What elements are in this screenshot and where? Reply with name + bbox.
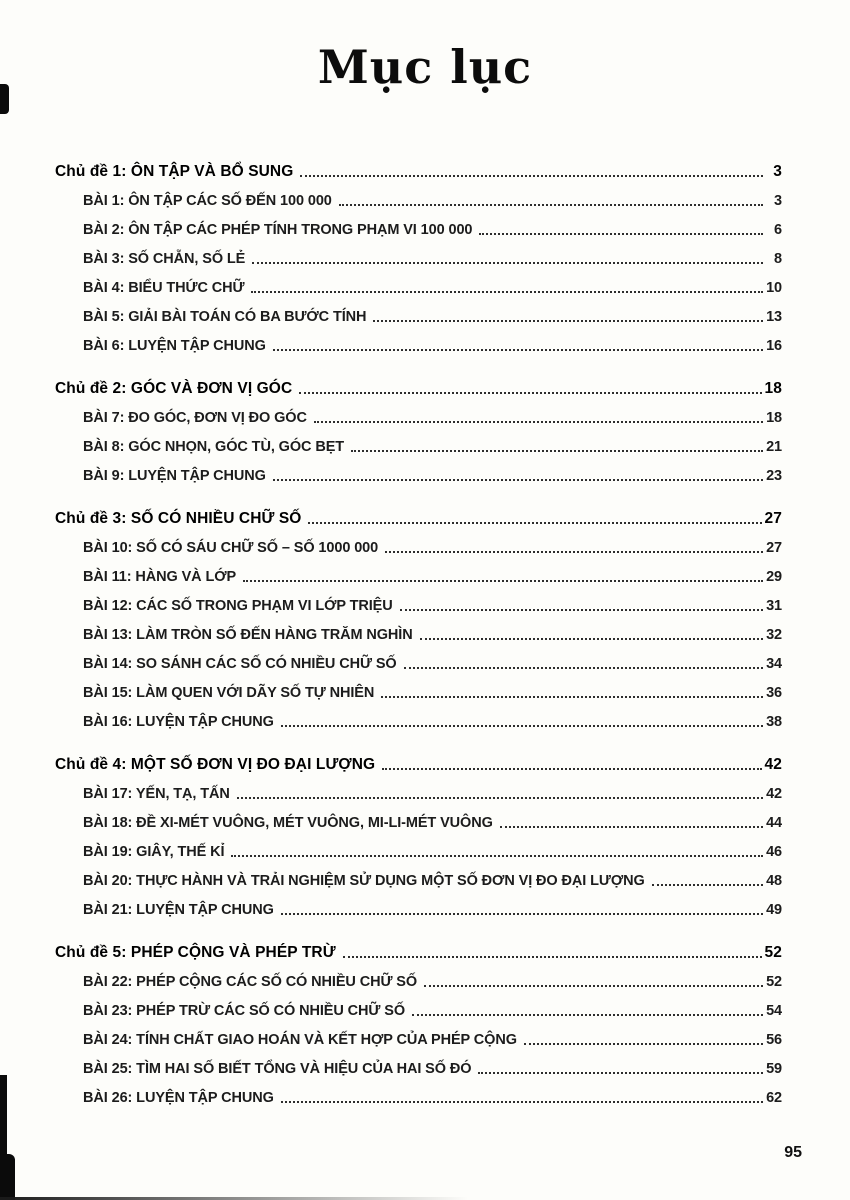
entry-page-number: 23 [766, 468, 782, 485]
dot-leader [424, 985, 763, 987]
dot-leader [343, 956, 762, 958]
lesson-title: BÀI 9: LUYỆN TẬP CHUNG [83, 468, 266, 485]
lesson-row [55, 991, 782, 1020]
dot-leader [281, 725, 763, 727]
entry-page-number: 49 [766, 902, 782, 919]
dot-leader [308, 522, 761, 524]
dot-leader [400, 609, 763, 611]
entry-page-number: 42 [766, 786, 782, 803]
lesson-row [55, 297, 782, 326]
dot-leader [273, 479, 763, 481]
chapter-row [55, 369, 782, 398]
lesson-title: BÀI 11: HÀNG VÀ LỚP [83, 569, 237, 586]
lesson-row [55, 1078, 782, 1107]
dot-leader [314, 421, 763, 423]
entry-page-number: 34 [766, 656, 782, 673]
lesson-row [55, 239, 782, 268]
entry-page-number: 18 [764, 380, 782, 398]
entry-page-number: 62 [766, 1090, 782, 1107]
entry-page-number: 27 [766, 540, 782, 557]
chapter-title: Chủ đề 1: ÔN TẬP VÀ BỔ SUNG [55, 163, 294, 181]
lesson-title: BÀI 17: YẾN, TẠ, TẤN [83, 786, 230, 803]
lesson-title: BÀI 15: LÀM QUEN VỚI DÃY SỐ TỰ NHIÊN [83, 685, 375, 702]
lesson-row [55, 586, 782, 615]
dot-leader [252, 262, 763, 264]
lesson-title: BÀI 1: ÔN TẬP CÁC SỐ ĐẾN 100 000 [83, 193, 332, 210]
dot-leader [382, 768, 761, 770]
dot-leader [404, 667, 763, 669]
lesson-row [55, 962, 782, 991]
page-title: Mục lục [317, 40, 533, 94]
lesson-title: BÀI 8: GÓC NHỌN, GÓC TÙ, GÓC BẸT [83, 439, 345, 456]
lesson-title: BÀI 19: GIÂY, THẾ KỈ [83, 844, 225, 861]
lesson-row [55, 427, 782, 456]
lesson-title: BÀI 14: SO SÁNH CÁC SỐ CÓ NHIỀU CHỮ SỐ [83, 656, 397, 673]
lesson-title: BÀI 20: THỰC HÀNH VÀ TRẢI NGHIỆM SỬ DỤNG MỘT SỐ ĐƠN VỊ ĐO ĐẠI LƯỢNG [83, 873, 645, 890]
entry-page-number: 44 [766, 815, 782, 832]
toc-section [55, 152, 782, 355]
dot-leader [299, 392, 761, 394]
toc-section [55, 369, 782, 485]
lesson-row [55, 181, 782, 210]
dot-leader [339, 204, 763, 206]
chapter-row [55, 499, 782, 528]
lesson-title: BÀI 2: ÔN TẬP CÁC PHÉP TÍNH TRONG PHẠM VI 100 000 [83, 222, 473, 239]
dot-leader [351, 450, 763, 452]
lesson-title: BÀI 26: LUYỆN TẬP CHUNG [83, 1090, 274, 1107]
entry-page-number: 3 [773, 163, 782, 181]
lesson-row [55, 528, 782, 557]
entry-page-number: 18 [766, 410, 782, 427]
dot-leader [243, 580, 763, 582]
dot-leader [381, 696, 763, 698]
entry-page-number: 52 [764, 944, 782, 962]
entry-page-number: 10 [766, 280, 782, 297]
entry-page-number: 42 [764, 756, 782, 774]
dot-leader [373, 320, 763, 322]
dot-leader [237, 797, 763, 799]
chapter-row [55, 933, 782, 962]
lesson-title: BÀI 25: TÌM HAI SỐ BIẾT TỔNG VÀ HIỆU CỦA HAI SỐ ĐÓ [83, 1061, 472, 1078]
entry-page-number: 29 [766, 569, 782, 586]
entry-page-number: 38 [766, 714, 782, 731]
lesson-row [55, 557, 782, 586]
dot-leader [524, 1043, 763, 1045]
lesson-title: BÀI 6: LUYỆN TẬP CHUNG [83, 338, 266, 355]
entry-page-number: 36 [766, 685, 782, 702]
lesson-title: BÀI 4: BIỂU THỨC CHỮ [83, 280, 245, 297]
chapter-title: Chủ đề 3: SỐ CÓ NHIỀU CHỮ SỐ [55, 510, 302, 528]
dot-leader [281, 1101, 763, 1103]
dot-leader [479, 233, 763, 235]
lesson-title: BÀI 16: LUYỆN TẬP CHUNG [83, 714, 274, 731]
entry-page-number: 6 [774, 222, 782, 239]
dot-leader [652, 884, 763, 886]
entry-page-number: 32 [766, 627, 782, 644]
lesson-title: BÀI 24: TÍNH CHẤT GIAO HOÁN VÀ KẾT HỢP CỦA PHÉP CỘNG [83, 1032, 517, 1049]
scan-artifact-bottom-corner [0, 1154, 15, 1200]
folio-page-number: 95 [784, 1144, 802, 1161]
lesson-row [55, 210, 782, 239]
lesson-row [55, 268, 782, 297]
chapter-row [55, 745, 782, 774]
lesson-title: BÀI 21: LUYỆN TẬP CHUNG [83, 902, 274, 919]
entry-page-number: 54 [766, 1003, 782, 1020]
chapter-title: Chủ đề 4: MỘT SỐ ĐƠN VỊ ĐO ĐẠI LƯỢNG [55, 756, 376, 774]
lesson-row [55, 803, 782, 832]
lesson-row [55, 673, 782, 702]
dot-leader [281, 913, 763, 915]
entry-page-number: 21 [766, 439, 782, 456]
dot-leader [478, 1072, 763, 1074]
lesson-title: BÀI 12: CÁC SỐ TRONG PHẠM VI LỚP TRIỆU [83, 598, 393, 615]
lesson-row [55, 890, 782, 919]
entry-page-number: 56 [766, 1032, 782, 1049]
toc-section [55, 745, 782, 919]
chapter-row [55, 152, 782, 181]
lesson-title: BÀI 13: LÀM TRÒN SỐ ĐẾN HÀNG TRĂM NGHÌN [83, 627, 413, 644]
lesson-row [55, 774, 782, 803]
entry-page-number: 46 [766, 844, 782, 861]
dot-leader [420, 638, 763, 640]
lesson-title: BÀI 3: SỐ CHẴN, SỐ LẺ [83, 251, 246, 268]
entry-page-number: 3 [774, 193, 782, 210]
entry-page-number: 31 [766, 598, 782, 615]
dot-leader [385, 551, 763, 553]
lesson-row [55, 832, 782, 861]
lesson-row [55, 644, 782, 673]
lesson-row [55, 326, 782, 355]
lesson-row [55, 861, 782, 890]
entry-page-number: 52 [766, 974, 782, 991]
lesson-title: BÀI 10: SỐ CÓ SÁU CHỮ SỐ – SỐ 1000 000 [83, 540, 379, 557]
lesson-row [55, 398, 782, 427]
lesson-row [55, 1049, 782, 1078]
lesson-row [55, 702, 782, 731]
lesson-row [55, 456, 782, 485]
lesson-row [55, 615, 782, 644]
toc-section [55, 933, 782, 1107]
chapter-title: Chủ đề 2: GÓC VÀ ĐƠN VỊ GÓC [55, 380, 293, 398]
dot-leader [231, 855, 763, 857]
dot-leader [300, 175, 763, 177]
entry-page-number: 48 [766, 873, 782, 890]
entry-page-number: 8 [774, 251, 782, 268]
lesson-title: BÀI 18: ĐỀ XI-MÉT VUÔNG, MÉT VUÔNG, MI-LI-MÉT VUÔNG [83, 815, 493, 832]
dot-leader [412, 1014, 763, 1016]
entry-page-number: 16 [766, 338, 782, 355]
lesson-title: BÀI 22: PHÉP CỘNG CÁC SỐ CÓ NHIỀU CHỮ SỐ [83, 974, 418, 991]
entry-page-number: 27 [764, 510, 782, 528]
dot-leader [251, 291, 763, 293]
toc-section [55, 499, 782, 731]
entry-page-number: 13 [766, 309, 782, 326]
lesson-row [55, 1020, 782, 1049]
dot-leader [500, 826, 763, 828]
chapter-title: Chủ đề 5: PHÉP CỘNG VÀ PHÉP TRỪ [55, 944, 336, 962]
dot-leader [273, 349, 763, 351]
lesson-title: BÀI 7: ĐO GÓC, ĐƠN VỊ ĐO GÓC [83, 410, 307, 427]
lesson-title: BÀI 23: PHÉP TRỪ CÁC SỐ CÓ NHIỀU CHỮ SỐ [83, 1003, 406, 1020]
entry-page-number: 59 [766, 1061, 782, 1078]
toc [55, 152, 782, 1121]
scan-artifact-top-left [0, 84, 9, 114]
lesson-title: BÀI 5: GIẢI BÀI TOÁN CÓ BA BƯỚC TÍNH [83, 309, 367, 326]
